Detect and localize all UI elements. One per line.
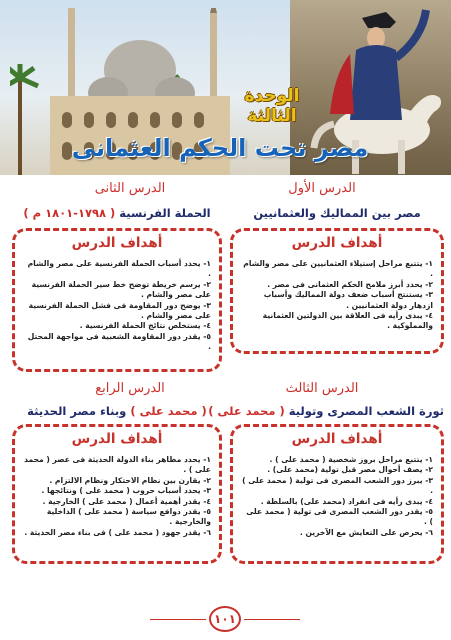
- lesson-2-dates: ( ١٧٩٨-١٨٠١ م ): [23, 206, 116, 220]
- lesson-2-label: الدرس الثانى: [94, 181, 166, 196]
- objective-item: ٥- يقدر دور الشعب المصرى فى تولية ( محمد على ) .: [246, 507, 433, 527]
- objective-item: ٢- يصف أحوال مصر قبل تولية (محمد على) .: [267, 465, 433, 475]
- objective-item: ٣- يبرز دور الشعب المصرى فى تولية ( محمد على ) .: [242, 475, 433, 496]
- objective-item: ٤- يستخلص نتائج الحملة الفرنسية .: [79, 321, 211, 331]
- objective-item: ٤- يبدى رأيه فى انفراد (محمد على) بالسلطة .: [260, 496, 433, 506]
- lesson-3-name: [208, 404, 444, 418]
- objective-item: ٦- يحرص على التعايش مع الآخرين .: [299, 527, 433, 537]
- objective-item: ١- يتتبع مراحل بروز شخصية ( محمد على ) .: [269, 455, 433, 464]
- lesson-4-objectives-box: [12, 424, 222, 564]
- objectives-title: أهداف الدرس: [291, 431, 383, 447]
- unit-subtitle: مصر تحت الحكم العثمانى: [71, 134, 369, 162]
- lesson-3-objectives-box: [230, 424, 444, 564]
- objectives-title: أهداف الدرس: [71, 235, 163, 251]
- objectives-title: أهداف الدرس: [291, 235, 383, 251]
- page-number-rule-left: [150, 619, 206, 620]
- lesson-2-objectives-box: [12, 228, 222, 372]
- unit-title: الوحدة الثالثة: [244, 86, 300, 126]
- objective-item: ١- يتتبع مراحل إستيلاء العثمانيين على مصر والشام .: [243, 259, 433, 279]
- objectives-list: [241, 455, 433, 538]
- objectives-list: [23, 259, 211, 353]
- unit-banner: [0, 0, 451, 175]
- objectives-title: أهداف الدرس: [71, 431, 163, 447]
- lesson-1-objectives-box: [230, 228, 444, 354]
- lesson-4-name: [12, 404, 222, 418]
- page-number-rule-right: [244, 619, 300, 620]
- objective-item: ٥- يقدر دوافع سياسة ( محمد على ) الداخلية والخارجية .: [46, 507, 211, 527]
- objective-item: ٦- يقدر جهود ( محمد على ) فى بناء مصر الحديثة .: [24, 527, 211, 537]
- lesson-1-label: الدرس الأول: [288, 181, 356, 196]
- objective-item: ٢- يرسم خريطة توضح خط سير الحملة الفرنسية على مصر والشام .: [31, 279, 211, 300]
- lesson-3-title: ثورة الشعب المصرى وتولية: [288, 404, 444, 418]
- objective-item: ٤- يقدر أهمية أعمال ( محمد على ) الخارجية .: [42, 496, 211, 506]
- lesson-3-label: الدرس الثالث: [285, 381, 359, 396]
- objective-item: ٢- يقارن بين نظام الاحتكار ونظام الالتزام .: [49, 475, 211, 485]
- lesson-4-highlight: ( محمد على ): [130, 404, 207, 418]
- objective-item: ٣- يوضح دور المقاومة فى فشل الحملة الفرنسية على مصر والشام .: [28, 300, 211, 321]
- objectives-list: [23, 455, 211, 538]
- objective-item: ٤- يبدى رأيه فى العلاقة بين الدولتين العثمانية والمملوكية .: [262, 311, 433, 331]
- lesson-4-label: الدرس الرابع: [95, 381, 165, 396]
- objective-item: ٣- يستنتج أسباب ضعف دولة المماليك وأسباب ازدهار دولة العثمانيين .: [263, 290, 433, 310]
- lesson-2-title: الحملة الفرنسية: [119, 206, 211, 220]
- lesson-4-title: وبناء مصر الحديثة: [27, 404, 127, 418]
- objective-item: ٥- يقدر دور المقاومة الشعبية فى مواجهة المحتل .: [27, 331, 211, 352]
- objective-item: ٣- يحدد أسباب حروب ( محمد على ) ونتائجها .: [41, 486, 211, 496]
- objective-item: ٢- يحدد أبرز ملامح الحكم العثمانى فى مصر .: [267, 279, 433, 289]
- lesson-2-name: [12, 206, 222, 220]
- objectives-list: [241, 259, 433, 332]
- objective-item: ١- يحدد مظاهر بناء الدولة الحديثة فى عصر ( محمد على ) .: [24, 455, 211, 475]
- lesson-1-name: مصر بين المماليك والعثمانيين: [253, 206, 421, 220]
- objective-item: ١- يحدد أسباب الحملة الفرنسية على مصر والشام .: [27, 259, 211, 279]
- page-number: ١٠١: [209, 606, 241, 632]
- lesson-3-highlight: ( محمد على ): [208, 404, 285, 418]
